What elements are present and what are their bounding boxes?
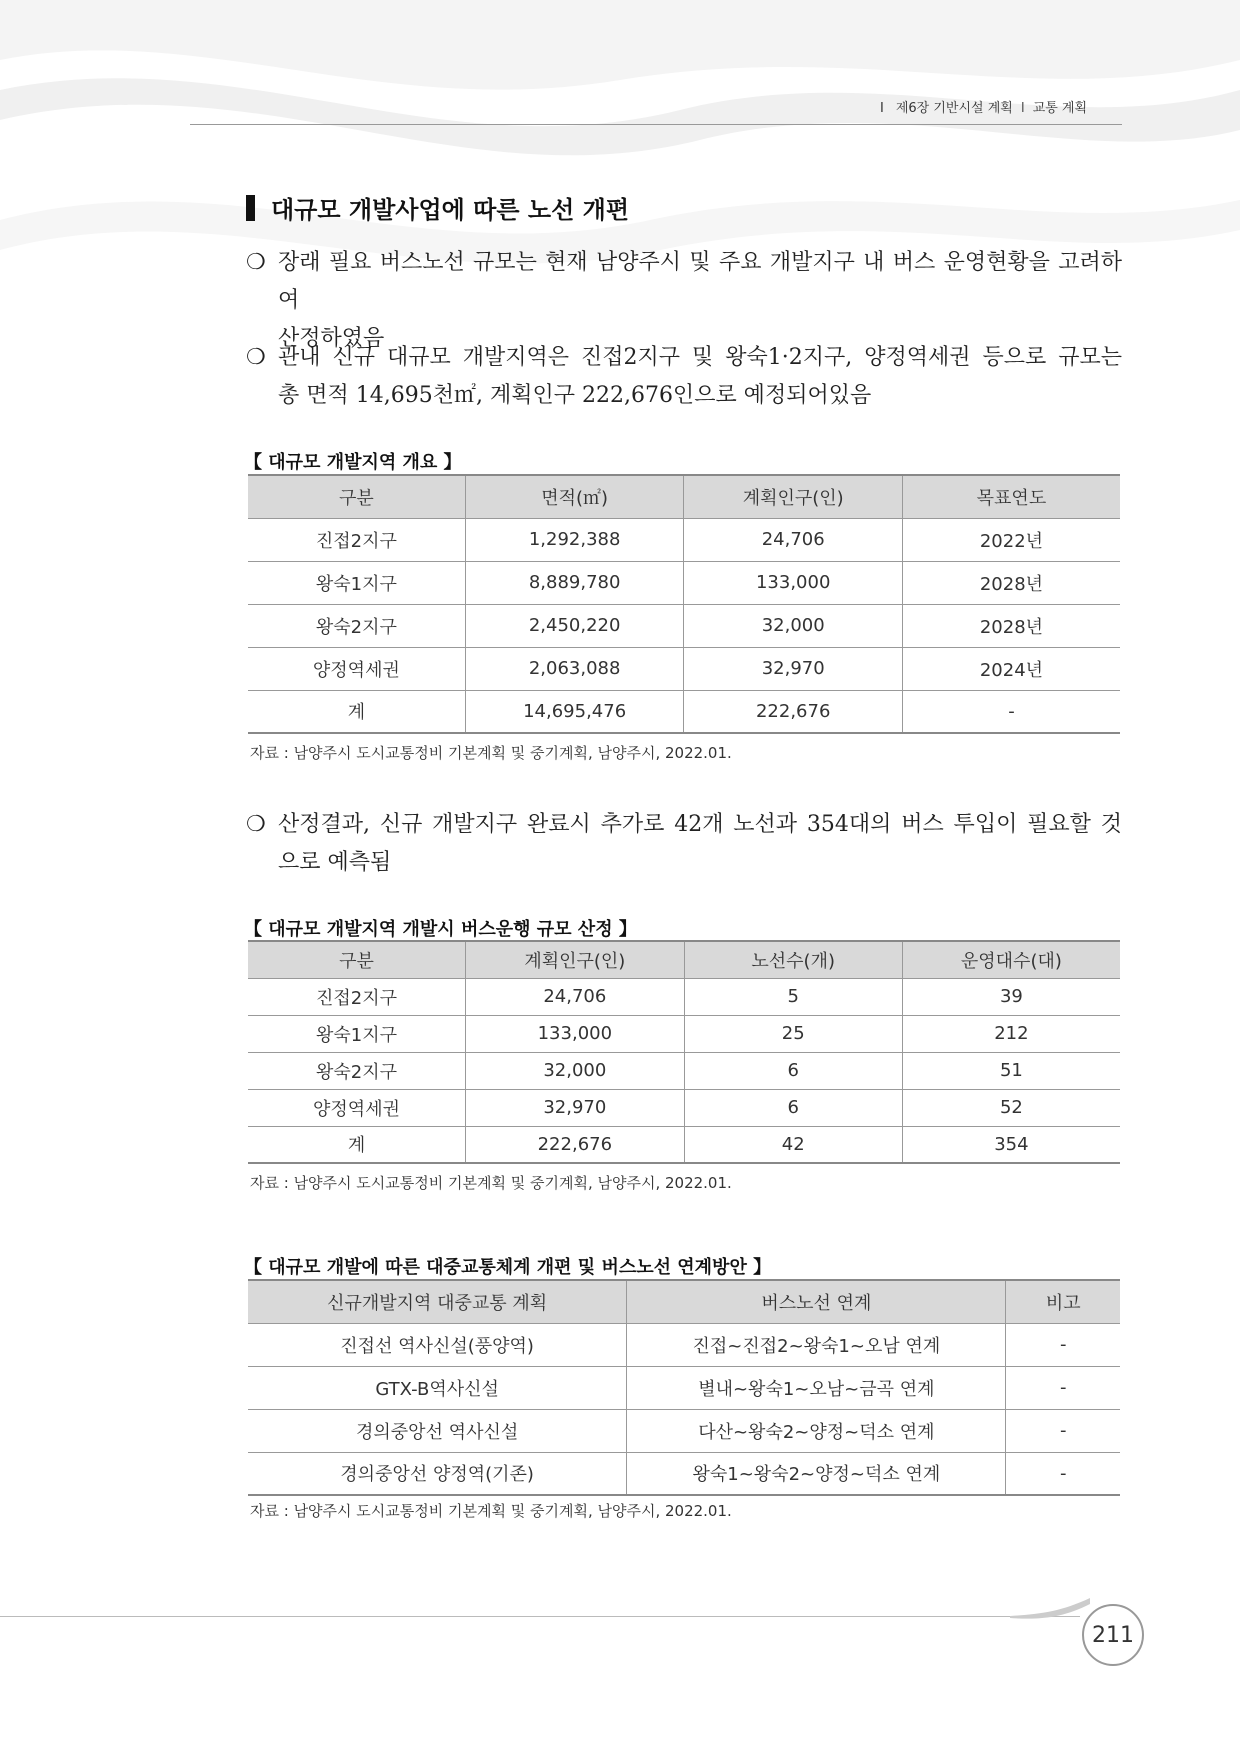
table-cell: 5	[684, 978, 902, 1015]
table2-header: 구분	[248, 941, 466, 978]
table-row	[248, 1052, 1120, 1089]
table1-source: 자료 : 남양주시 도시교통정비 기본계획 및 중기계획, 남양주시, 2022.01.	[250, 744, 732, 762]
table3-header: 버스노선 연계	[627, 1280, 1006, 1323]
table-cell: 1,292,388	[465, 518, 684, 561]
table-cell: 양정역세권	[248, 647, 465, 690]
table-cell: -	[1006, 1366, 1120, 1409]
table-cell: -	[1006, 1452, 1120, 1495]
header-section: 교통 계획	[1032, 101, 1088, 116]
table-cell: 2,450,220	[465, 604, 684, 647]
table-row	[248, 1323, 1120, 1366]
table-row	[248, 647, 1120, 690]
bullet-icon: ❍	[246, 345, 266, 370]
paragraph-line: 장래 필요 버스노선 규모는 현재 남양주시 및 주요 개발지구 내 버스 운영현황을 고려하여	[278, 250, 1122, 313]
table2-source: 자료 : 남양주시 도시교통정비 기본계획 및 중기계획, 남양주시, 2022.01.	[250, 1174, 732, 1192]
table3-header: 비고	[1006, 1280, 1120, 1323]
running-header	[880, 97, 1087, 116]
table-cell: GTX-B역사신설	[248, 1366, 627, 1409]
table-cell: 진접2지구	[248, 518, 465, 561]
paragraph-line: 총 면적 14,695천㎡, 계획인구 222,676인으로 예정되어있음	[278, 383, 872, 408]
table-cell: 6	[684, 1052, 902, 1089]
page-number-text: 211	[1092, 1622, 1134, 1648]
table-cell: -	[1006, 1409, 1120, 1452]
header-separator: I	[880, 101, 884, 116]
table-cell: 경의중앙선 역사신설	[248, 1409, 627, 1452]
paragraph-line: 관내 신규 대규모 개발지역은 진접2지구 및 왕숙1·2지구, 양정역세권 등으로 규모는	[278, 345, 1122, 370]
table-cell: 진접선 역사신설(풍양역)	[248, 1323, 627, 1366]
table-cell: 52	[902, 1089, 1120, 1126]
footer-rule	[0, 1616, 1080, 1617]
table-cell: 24,706	[466, 978, 685, 1015]
header-chapter: 제6장 기반시설 계획	[895, 101, 1013, 116]
table1-header: 면적(㎡)	[465, 475, 684, 518]
table-cell: 별내~왕숙1~오남~금곡 연계	[627, 1366, 1006, 1409]
table-cell: 2,063,088	[465, 647, 684, 690]
bus-operation-scale-table	[248, 940, 1120, 1164]
table-cell: 25	[684, 1015, 902, 1052]
table3-header: 신규개발지역 대중교통 계획	[248, 1280, 627, 1323]
paragraph-line: 산정하였음	[278, 326, 385, 351]
section-title-text: 대규모 개발사업에 따른 노선 개편	[271, 196, 629, 224]
table-cell: 133,000	[466, 1015, 685, 1052]
table-cell: 진접~진접2~왕숙1~오남 연계	[627, 1323, 1006, 1366]
table1-header: 구분	[248, 475, 465, 518]
bus-route-link-table	[248, 1279, 1120, 1496]
paragraph-2	[246, 339, 1122, 415]
table-cell: 왕숙2지구	[248, 604, 465, 647]
table-row	[248, 1366, 1120, 1409]
table-cell: 354	[902, 1126, 1120, 1163]
header-separator: I	[1020, 101, 1025, 116]
section-title	[246, 190, 629, 225]
table-row	[248, 1409, 1120, 1452]
table-cell: 2022년	[902, 518, 1120, 561]
table-cell: -	[1006, 1323, 1120, 1366]
table-row	[248, 978, 1120, 1015]
table3-caption: 【 대규모 개발에 따른 대중교통체계 개편 및 버스노선 연계방안 】	[244, 1257, 772, 1278]
paragraph-line: 산정결과, 신규 개발지구 완료시 추가로 42개 노선과 354대의 버스 투입이 필요할 것	[278, 812, 1122, 837]
table-cell: 진접2지구	[248, 978, 466, 1015]
table-cell: 6	[684, 1089, 902, 1126]
table-cell: 2024년	[902, 647, 1120, 690]
table-cell: 경의중앙선 양정역(기존)	[248, 1452, 627, 1495]
table-cell: 계	[248, 690, 465, 733]
table2-header: 계획인구(인)	[466, 941, 685, 978]
table-cell: 133,000	[684, 561, 902, 604]
table2-header: 운영대수(대)	[902, 941, 1120, 978]
table-cell: 24,706	[684, 518, 902, 561]
table2-caption: 【 대규모 개발지역 개발시 버스운행 규모 산정 】	[244, 919, 637, 940]
table-cell: 39	[902, 978, 1120, 1015]
table-row	[248, 604, 1120, 647]
table-cell: 42	[684, 1126, 902, 1163]
table-cell: -	[902, 690, 1120, 733]
table-total-row	[248, 690, 1120, 733]
table-cell: 32,970	[466, 1089, 685, 1126]
table-row	[248, 1089, 1120, 1126]
bullet-icon: ❍	[246, 812, 266, 837]
table-cell: 계	[248, 1126, 466, 1163]
table2-header: 노선수(개)	[684, 941, 902, 978]
table-cell: 8,889,780	[465, 561, 684, 604]
table-cell: 다산~왕숙2~양정~덕소 연계	[627, 1409, 1006, 1452]
header-rule	[190, 124, 1122, 125]
title-marker	[246, 195, 255, 221]
table-row	[248, 1015, 1120, 1052]
development-overview-table	[248, 474, 1120, 734]
table1-header: 목표연도	[902, 475, 1120, 518]
table-row	[248, 561, 1120, 604]
table-cell: 32,000	[466, 1052, 685, 1089]
table-cell: 왕숙1지구	[248, 1015, 466, 1052]
table1-caption: 【 대규모 개발지역 개요 】	[244, 452, 462, 473]
table1-header: 계획인구(인)	[684, 475, 902, 518]
footer-swoosh	[1010, 1590, 1090, 1630]
table-cell: 2028년	[902, 561, 1120, 604]
table-cell: 51	[902, 1052, 1120, 1089]
table-cell: 14,695,476	[465, 690, 684, 733]
paragraph-line: 으로 예측됨	[278, 850, 392, 875]
table-total-row	[248, 1126, 1120, 1163]
page-number	[1082, 1604, 1144, 1666]
bullet-icon: ❍	[246, 250, 266, 275]
table3-source: 자료 : 남양주시 도시교통정비 기본계획 및 중기계획, 남양주시, 2022.01.	[250, 1502, 732, 1520]
table-cell: 32,970	[684, 647, 902, 690]
table-cell: 왕숙1~왕숙2~양정~덕소 연계	[627, 1452, 1006, 1495]
table-cell: 왕숙2지구	[248, 1052, 466, 1089]
table-cell: 왕숙1지구	[248, 561, 465, 604]
table-cell: 222,676	[684, 690, 902, 733]
table-row	[248, 1452, 1120, 1495]
table-cell: 212	[902, 1015, 1120, 1052]
table-cell: 222,676	[466, 1126, 685, 1163]
table-row	[248, 518, 1120, 561]
table-cell: 양정역세권	[248, 1089, 466, 1126]
table-cell: 32,000	[684, 604, 902, 647]
paragraph-3	[246, 806, 1122, 882]
table-cell: 2028년	[902, 604, 1120, 647]
